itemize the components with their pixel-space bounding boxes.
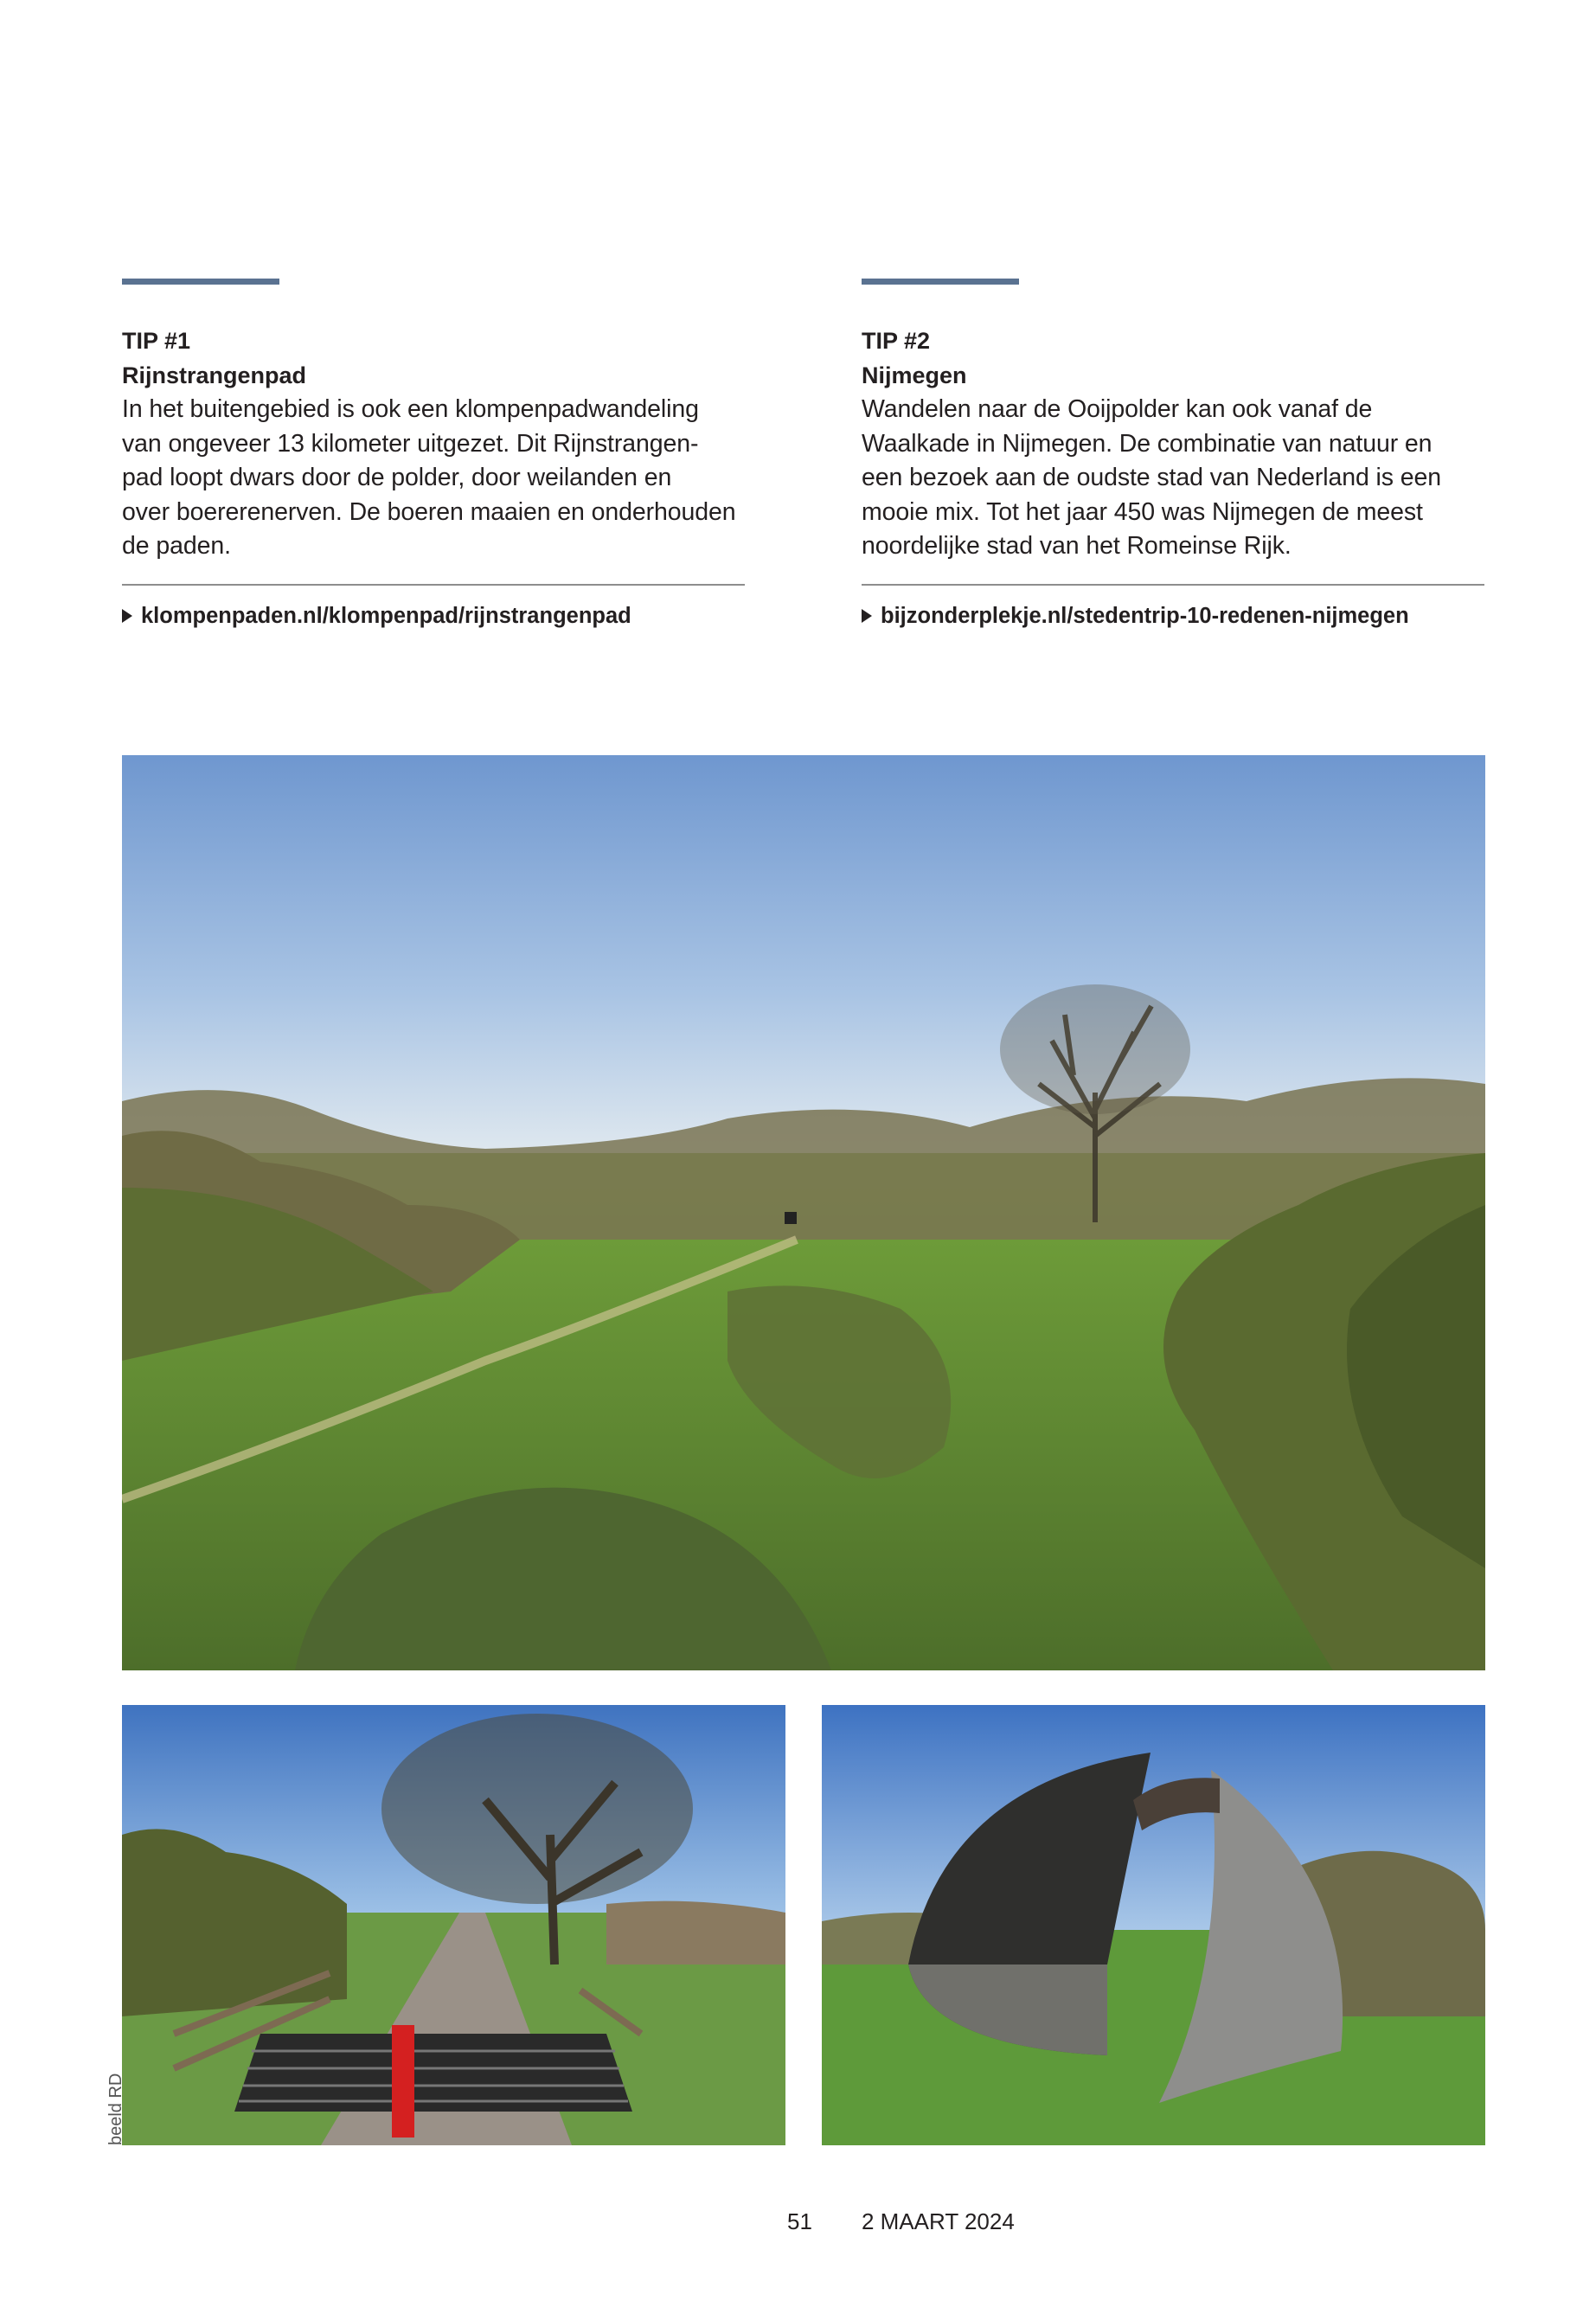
tip-body-line: de paden. [122,532,231,560]
sculpture-photo [822,1705,1485,2145]
tip-link-text[interactable]: klompenpaden.nl/klompenpad/rijnstrangenpad [141,603,631,628]
tip-body-line: van ongeveer 13 kilometer uitgezet. Dit Rijnstrangen- [122,429,699,458]
tip-body-line: een bezoek aan de oudste stad van Nederland is een [862,464,1441,491]
tip-number: TIP #1 [122,328,191,354]
tip-1 [122,279,745,628]
issue-date: 2 MAART 2024 [862,2208,1015,2234]
triangle-right-icon [122,609,132,623]
tip-link[interactable] [862,599,1409,633]
tip-body-line: mooie mix. Tot het jaar 450 was Nijmegen de meest [862,497,1423,526]
tip-body-line: In het buitengebied is ook een klompenpadwandeling [122,395,699,423]
tip-body-line: pad loopt dwars door de polder, door weilanden en [122,464,672,491]
landscape-photo [122,755,1485,1670]
tip-link[interactable] [122,599,631,633]
page-number: 51 [787,2208,812,2234]
divider-rule [122,584,745,586]
tip-body [122,393,745,564]
tip-number: TIP #2 [862,328,931,354]
tip-body-line: over boererenerven. De boeren maaien en onderhouden [122,497,736,526]
divider-rule [862,584,1484,586]
accent-bar [122,279,279,285]
photo-credit: beeld RD [106,2073,125,2145]
tip-link-text[interactable]: bijzonderplekje.nl/stedentrip-10-redenen-nijmegen [881,603,1409,628]
tip-body [862,393,1484,564]
road-photo [122,1705,785,2145]
tip-body-line: Waalkade in Nijmegen. De combinatie van natuur en [862,429,1433,458]
tip-2 [862,279,1484,628]
tip-title: Rijnstrangenpad [122,362,307,388]
tip-body-line: Wandelen naar de Ooijpolder kan ook vanaf de [862,395,1373,423]
tip-title: Nijmegen [862,362,967,388]
triangle-right-icon [862,609,872,623]
tip-body-line: noordelijke stad van het Romeinse Rijk. [862,532,1292,560]
accent-bar [862,279,1019,285]
